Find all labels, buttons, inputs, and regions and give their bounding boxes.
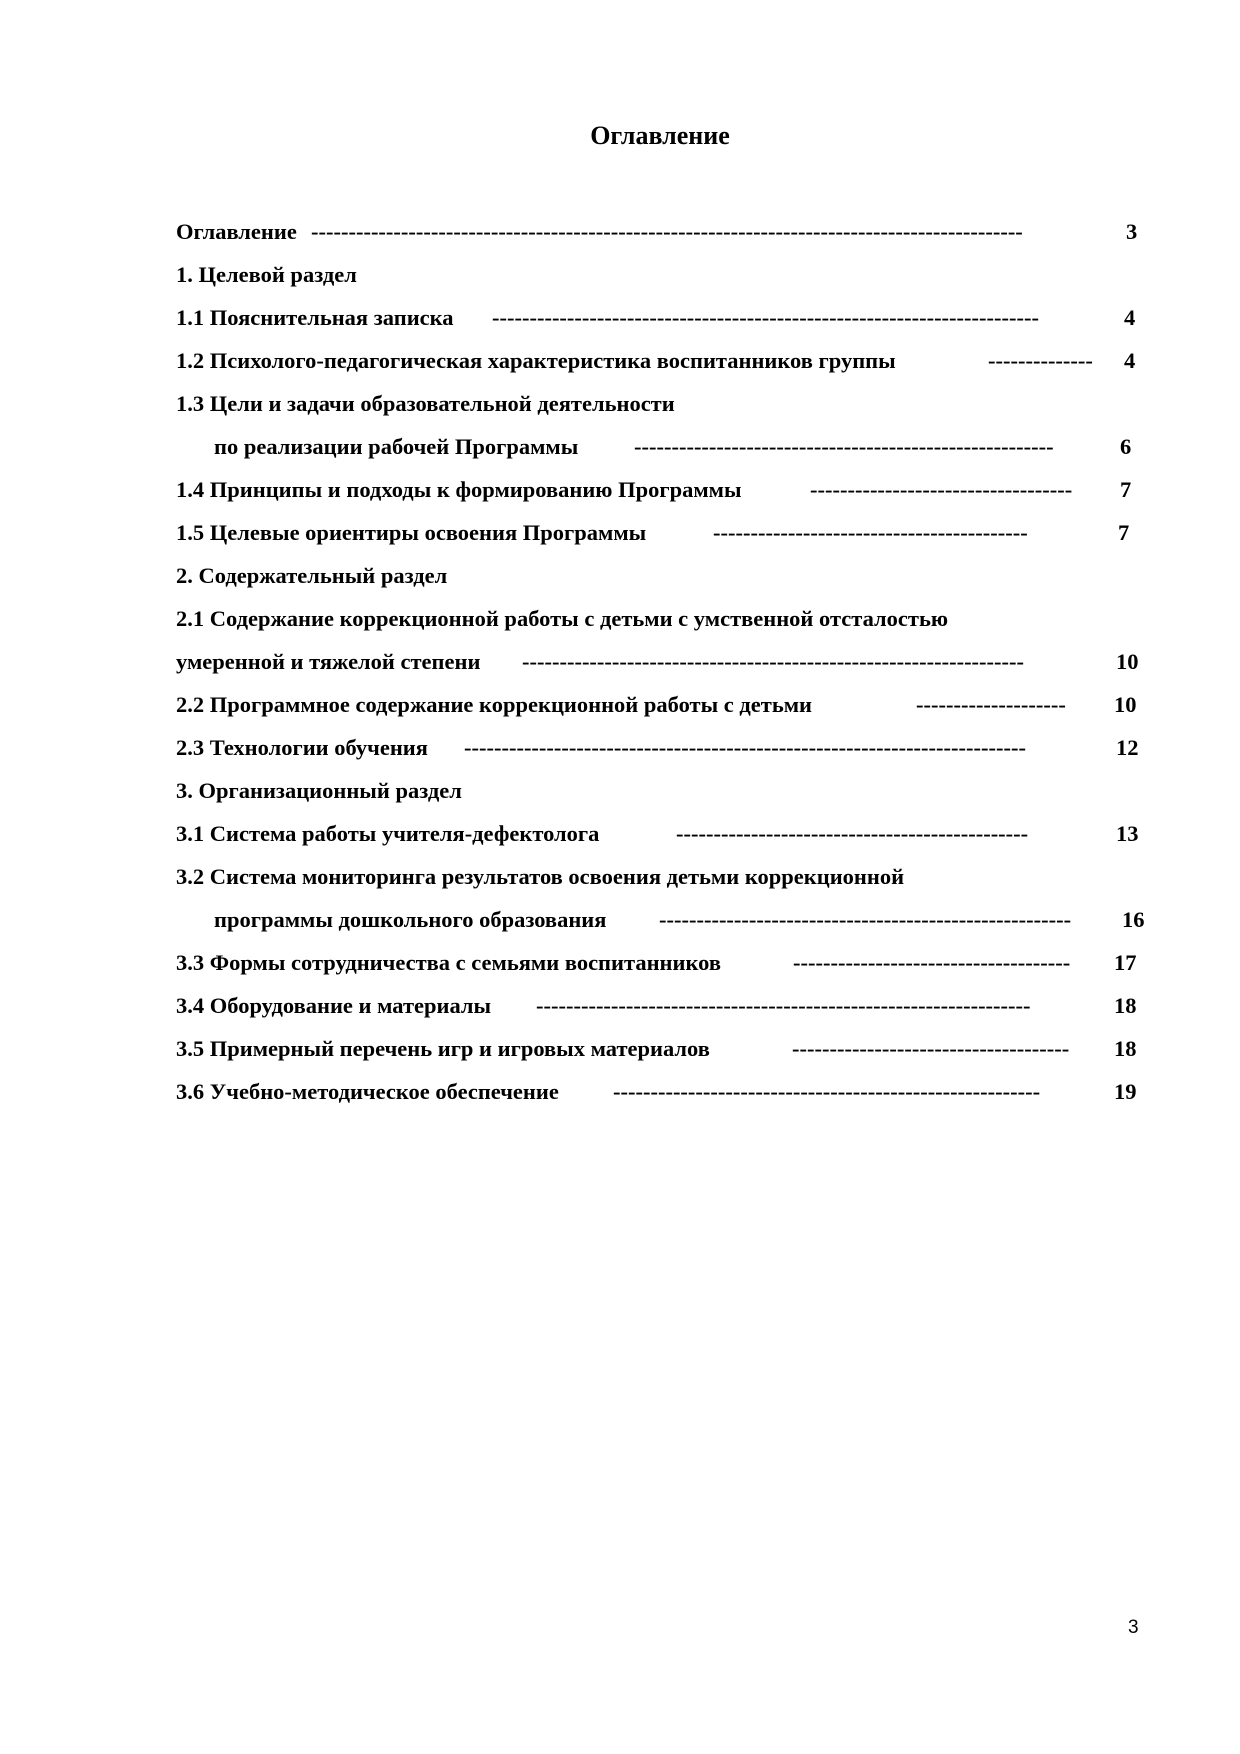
- toc-entry-leader: --------------------: [916, 692, 1066, 717]
- toc-entry-page: 3: [1126, 219, 1138, 244]
- toc-entry-page: 19: [1114, 1079, 1137, 1104]
- toc-entry-page: 7: [1120, 477, 1132, 502]
- toc-entry-label: умеренной и тяжелой степени: [176, 649, 481, 674]
- toc-entry-leader: --------------: [988, 348, 1093, 373]
- toc-entry-page: 4: [1124, 348, 1136, 373]
- toc-entry-label: 3.3 Формы сотрудничества с семьями воспитанников: [176, 950, 721, 975]
- toc-entry-page: 4: [1124, 305, 1136, 330]
- toc-entry-label: 2.1 Содержание коррекционной работы с детьми с умственной отсталостью: [176, 606, 949, 631]
- toc-entry-label: 2. Содержательный раздел: [176, 563, 448, 588]
- toc-entry-label: Оглавление: [176, 219, 297, 244]
- toc-entry-label: 1.4 Принципы и подходы к формированию Программы: [176, 477, 742, 502]
- toc-entry-page: 16: [1122, 907, 1145, 932]
- toc-entry-leader: ------------------------------------------------------------------: [536, 993, 1031, 1018]
- toc-entry-page: 12: [1116, 735, 1139, 760]
- toc-entry-leader: --------------------------------------------------------: [634, 434, 1054, 459]
- page-number: 3: [1128, 1617, 1139, 1638]
- toc-entry-label: 1. Целевой раздел: [176, 262, 357, 287]
- toc-entry-label: 1.1 Пояснительная записка: [176, 305, 454, 330]
- toc-entry-leader: ---------------------------------------------------------: [613, 1079, 1041, 1104]
- toc-entry-label: 1.2 Психолого-педагогическая характеристика воспитанников группы: [176, 348, 896, 373]
- toc-entry-leader: -----------------------------------------------: [676, 821, 1029, 846]
- toc-entry-label: 2.3 Технологии обучения: [176, 735, 428, 760]
- toc-entry-page: 18: [1114, 993, 1137, 1018]
- toc-entry-leader: -----------------------------------: [810, 477, 1073, 502]
- toc-entry-page: 18: [1114, 1036, 1137, 1061]
- toc-entry-leader: -------------------------------------------------------: [659, 907, 1072, 932]
- toc-entry-label: 3.2 Система мониторинга результатов освоения детьми коррекционной: [176, 864, 905, 889]
- toc-entry-page: 17: [1114, 950, 1137, 975]
- toc-entry-leader: -------------------------------------------------------------------------: [492, 305, 1039, 330]
- toc-entry-label: по реализации рабочей Программы: [214, 434, 579, 459]
- toc-entry-page: 10: [1116, 649, 1139, 674]
- toc-entry-leader: ------------------------------------------: [713, 520, 1028, 545]
- toc-entry-label: 3.1 Система работы учителя-дефектолога: [176, 821, 600, 846]
- toc-entry-label: 3.6 Учебно-методическое обеспечение: [176, 1079, 559, 1104]
- toc-entry-leader: -------------------------------------: [792, 1036, 1070, 1061]
- toc-entry-label: программы дошкольного образования: [214, 907, 607, 932]
- page-title: Оглавление: [590, 121, 730, 150]
- toc-entry-label: 3.4 Оборудование и материалы: [176, 993, 492, 1018]
- toc-entry-page: 13: [1116, 821, 1139, 846]
- toc-entry-leader: -------------------------------------------------------------------: [522, 649, 1025, 674]
- toc-entry-page: 7: [1118, 520, 1130, 545]
- toc-entry-page: 6: [1120, 434, 1132, 459]
- toc-entry-leader: -----------------------------------------------------------------------------------------------: [311, 219, 1023, 244]
- toc-entry-page: 10: [1114, 692, 1137, 717]
- toc-entry-leader: ---------------------------------------------------------------------------: [464, 735, 1026, 760]
- toc-entry-label: 1.3 Цели и задачи образовательной деятельности: [176, 391, 675, 416]
- toc-entry-leader: -------------------------------------: [793, 950, 1071, 975]
- toc-entry-label: 3.5 Примерный перечень игр и игровых материалов: [176, 1036, 710, 1061]
- toc-entry-label: 2.2 Программное содержание коррекционной работы с детьми: [176, 692, 813, 717]
- toc-entry-label: 3. Организационный раздел: [176, 778, 462, 803]
- toc-entry-label: 1.5 Целевые ориентиры освоения Программы: [176, 520, 647, 545]
